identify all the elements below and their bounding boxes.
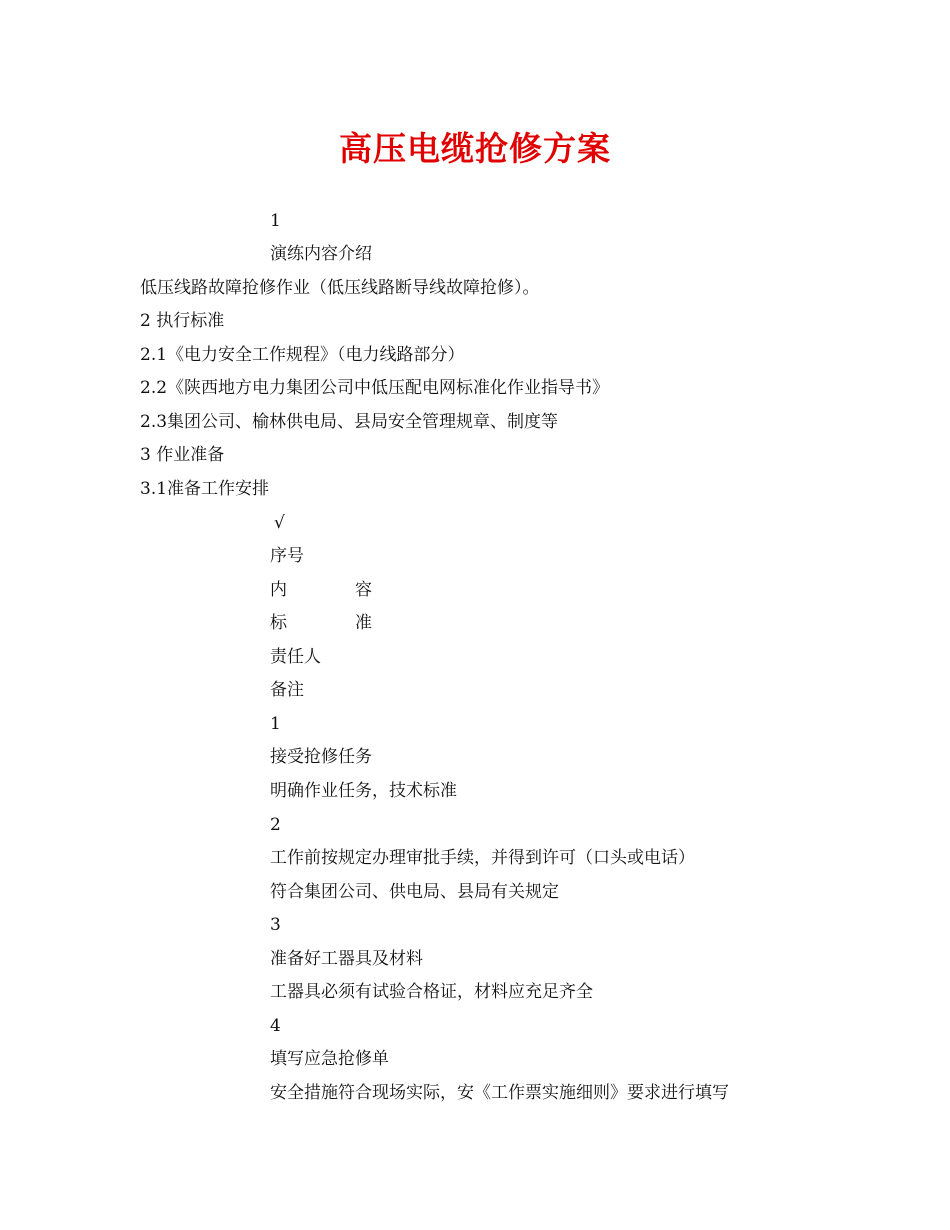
row-content: 接受抢修任务: [270, 747, 372, 767]
row-content: 准备好工器具及材料: [270, 949, 423, 969]
row-standard: 符合集团公司、供电局、县局有关规定: [270, 882, 559, 902]
standard-item: 2.2《陕西地方电力集团公司中低压配电网标准化作业指导书》: [140, 378, 610, 398]
header-standard-char: 准: [355, 613, 372, 633]
row-content: 填写应急抢修单: [270, 1049, 389, 1069]
row-number: 3: [270, 915, 281, 935]
section3-heading: 3 作业准备: [140, 445, 225, 465]
header-person: 责任人: [270, 647, 321, 667]
header-content-char: 内: [270, 580, 287, 600]
row-standard: 工器具必须有试验合格证，材料应充足齐全: [270, 982, 593, 1002]
section3-subheading: 3.1准备工作安排: [140, 479, 270, 499]
standard-item: 2.1《电力安全工作规程》（电力线路部分）: [140, 345, 465, 365]
section1-content: 低压线路故障抢修作业（低压线路断导线故障抢修）。: [140, 278, 540, 298]
header-content-char: 容: [355, 580, 372, 600]
header-content: [270, 578, 372, 602]
row-number: 2: [270, 815, 281, 835]
row-standard: 明确作业任务，技术标准: [270, 781, 457, 801]
header-remark: 备注: [270, 680, 304, 700]
header-standard: [270, 611, 372, 635]
section2-heading: 2 执行标准: [140, 311, 225, 331]
header-standard-char: 标: [270, 613, 287, 633]
row-standard: 安全措施符合现场实际，安《工作票实施细则》要求进行填写: [270, 1083, 729, 1103]
check-mark: √: [274, 513, 285, 533]
section1-number: 1: [270, 211, 281, 231]
header-seq: 序号: [270, 546, 304, 566]
document-title: 高压电缆抢修方案: [339, 129, 611, 168]
standard-item: 2.3集团公司、榆林供电局、县局安全管理规章、制度等: [140, 412, 559, 432]
row-content: 工作前按规定办理审批手续，并得到许可（口头或电话）: [270, 848, 695, 868]
section1-heading: 演练内容介绍: [270, 244, 372, 264]
row-number: 4: [270, 1016, 281, 1036]
row-number: 1: [270, 714, 281, 734]
